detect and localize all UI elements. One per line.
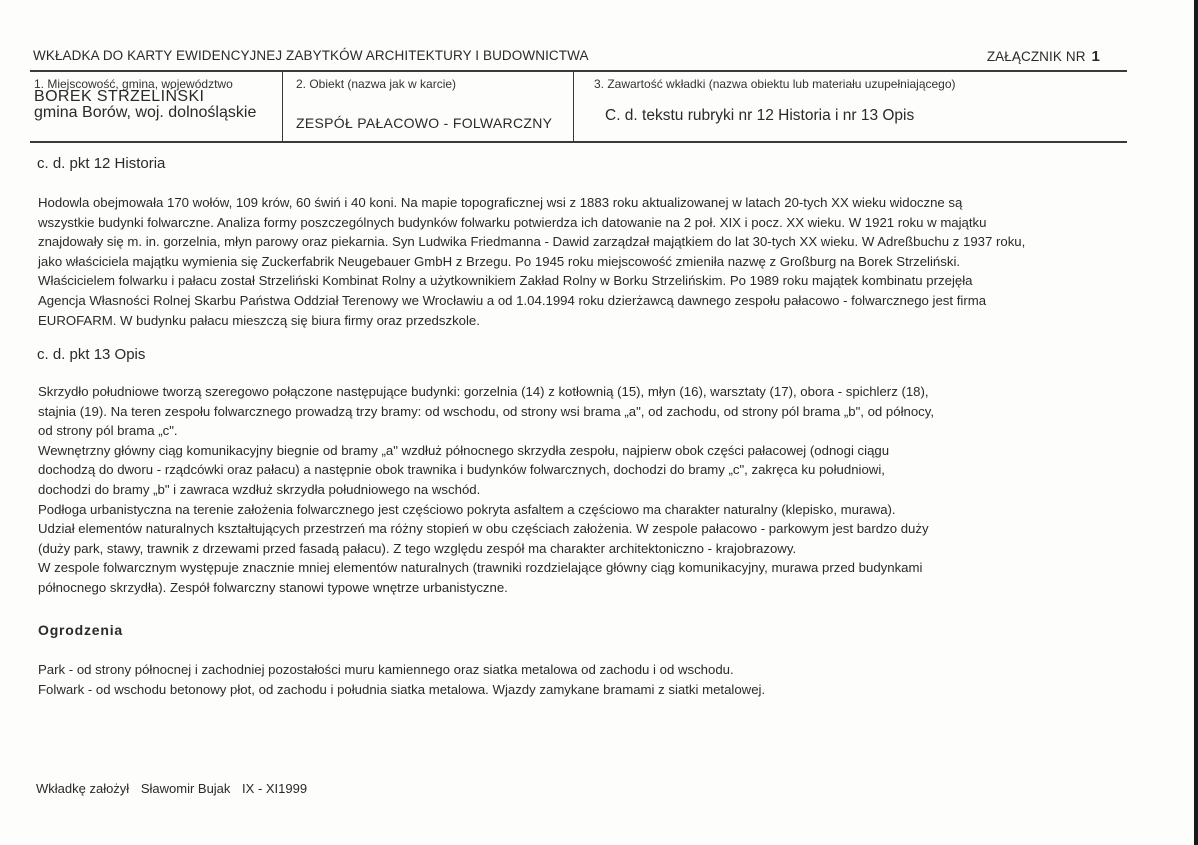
table-divider-2 <box>573 71 574 141</box>
commune-value: gmina Borów, woj. dolnośląskie <box>34 104 257 121</box>
author-name: Sławomir Bujak <box>140 781 231 796</box>
description-line: stajnia (19). Na teren zespołu folwarcznego prowadzą trzy bramy: od wschodu, od strony wsi brama „a", od zachodu, od strony pól brama „b", od północy, <box>38 403 935 419</box>
footer-label: Wkładkę założył <box>36 781 130 796</box>
history-line: Agencja Własności Rolnej Skarbu Państwa Oddział Terenowy we Wrocławiu a od 1.04.1994 roku dzierżawcą dawnego zespołu pałacowo - folwarcznego jest firma <box>38 292 987 308</box>
object-label: 2. Obiekt (nazwa jak w karcie) <box>296 77 457 91</box>
description-line: W zespole folwarcznym występuje znacznie mniej elementów naturalnych (trawniki rozdzielające główny ciąg komunikacyjny, murawa przed budynkami <box>38 560 923 576</box>
description-line: dochodzi do bramy „b" i zawraca wzdłuż skrzydła południowego na wschód. <box>38 481 481 497</box>
table-divider-1 <box>282 71 283 141</box>
fences-line: Folwark - od wschodu betonowy płot, od zachodu i południa siatka metalowa. Wjazdy zamykane bramami z siatki metalowej. <box>38 681 766 697</box>
scan-edge <box>1194 0 1198 845</box>
fences-heading: Ogrodzenia <box>38 622 124 638</box>
date-range: IX - XI1999 <box>242 781 308 796</box>
description-heading: c. d. pkt 13 Opis <box>37 346 146 363</box>
fences-line: Park - od strony północnej i zachodniej pozostałości muru kamiennego oraz siatka metalowa od zachodu i od wschodu. <box>38 662 734 677</box>
description-line: dochodzą do dworu - rządcówki oraz pałacu) a następnie obok trawnika i budynków folwarcznych, dochodzi do bramy „c", zakręca ku południowi, <box>38 462 885 478</box>
content-label: 3. Zawartość wkładki (nazwa obiektu lub materiału uzupełniającego) <box>594 77 956 91</box>
history-line: jako właściciela majątku wymienia się Zuckerfabrik Neugebauer GmbH z Brzegu. Po 1945 roku miejscowość zmieniła nazwę z Großburg na Borek Strzeliński. <box>38 253 961 269</box>
description-line: Podłoga urbanistyczna na terenie założenia folwarcznego jest częściowo pokryta asfaltem a częściowo ma charakter naturalny (klepisko, murawa). <box>38 501 896 517</box>
history-paragraph <box>38 193 1098 330</box>
description-line: północnego skrzydła). Zespół folwarczny stanowi typowe wnętrze urbanistyczne. <box>38 579 508 595</box>
history-line: wszystkie budynki folwarczne. Analiza formy poszczególnych budynków folwarku potwierdza ich datowanie na 2 poł. XIX i pocz. XX wieku. W 1921 roku w majątku <box>38 214 987 230</box>
object-value: ZESPÓŁ PAŁACOWO - FOLWARCZNY <box>296 115 553 131</box>
header <box>33 48 1100 63</box>
history-line: EUROFARM. W budynku pałacu mieszczą się biura firmy oraz przedszkole. <box>38 312 480 328</box>
history-line: znajdowały się m. in. gorzelnia, młyn parowy oraz piekarnia. Syn Ludwika Friedmanna - Dawid zarządzał majątkiem do lat 30-tych XX wieku. W Adreßbuchu z 1937 roku, <box>38 234 1026 250</box>
description-line: Wewnętrzny główny ciąg komunikacyjny biegnie od bramy „a" wzdłuż północnego skrzydła zespołu, najpierw obok części pałacowej (odnogi ciągu <box>38 442 890 458</box>
description-line: od strony pól brama „c". <box>38 423 178 439</box>
history-line: Właścicielem folwarku i pałacu został Strzeliński Kombinat Rolny a użytkownikiem Zakład Rolny w Borku Strzelińskim. Po 1989 roku majątek kombinatu przejęła <box>38 273 973 289</box>
document-title: WKŁADKA DO KARTY EWIDENCYJNEJ ZABYTKÓW ARCHITEKTURY I BUDOWNICTWA <box>33 48 589 63</box>
annex-number: 1 <box>1091 48 1100 65</box>
table-top-rule <box>30 70 1127 72</box>
locality-value: BOREK STRZELIŃSKI <box>34 88 205 105</box>
table-bottom-rule <box>30 141 1127 143</box>
footer <box>36 781 307 796</box>
description-line: Skrzydło południowe tworzą szeregowo połączone następujące budynki: gorzelnia (14) z kotłownią (15), młyn (16), warsztaty (17), obora - spichlerz (18), <box>38 384 929 399</box>
history-line: Hodowla obejmowała 170 wołów, 109 krów, 60 świń i 40 koni. Na mapie topograficznej wsi z 1883 roku aktualizowanej w latach 20-tych XX wieku widoczne są <box>38 195 963 210</box>
description-line: (duży park, stawy, trawnik z drzewami przed fasadą pałacu). Z tego względu zespół ma charakter architektoniczno - krajobrazowy. <box>38 540 797 556</box>
annex-label-text: ZAŁĄCZNIK NR <box>986 49 1086 64</box>
history-heading: c. d. pkt 12 Historia <box>37 155 166 172</box>
annex-label <box>987 48 1100 65</box>
locality-label: 1. Miejscowość, gmina, województwo <box>34 77 233 91</box>
content-value: C. d. tekstu rubryki nr 12 Historia i nr 13 Opis <box>605 107 915 124</box>
fences-paragraph <box>38 660 1098 699</box>
description-paragraph <box>38 382 1098 598</box>
description-line: Udział elementów naturalnych kształtujących przestrzeń ma różny stopień w obu częściach założenia. W zespole pałacowo - parkowym jest bardzo duży <box>38 521 929 537</box>
